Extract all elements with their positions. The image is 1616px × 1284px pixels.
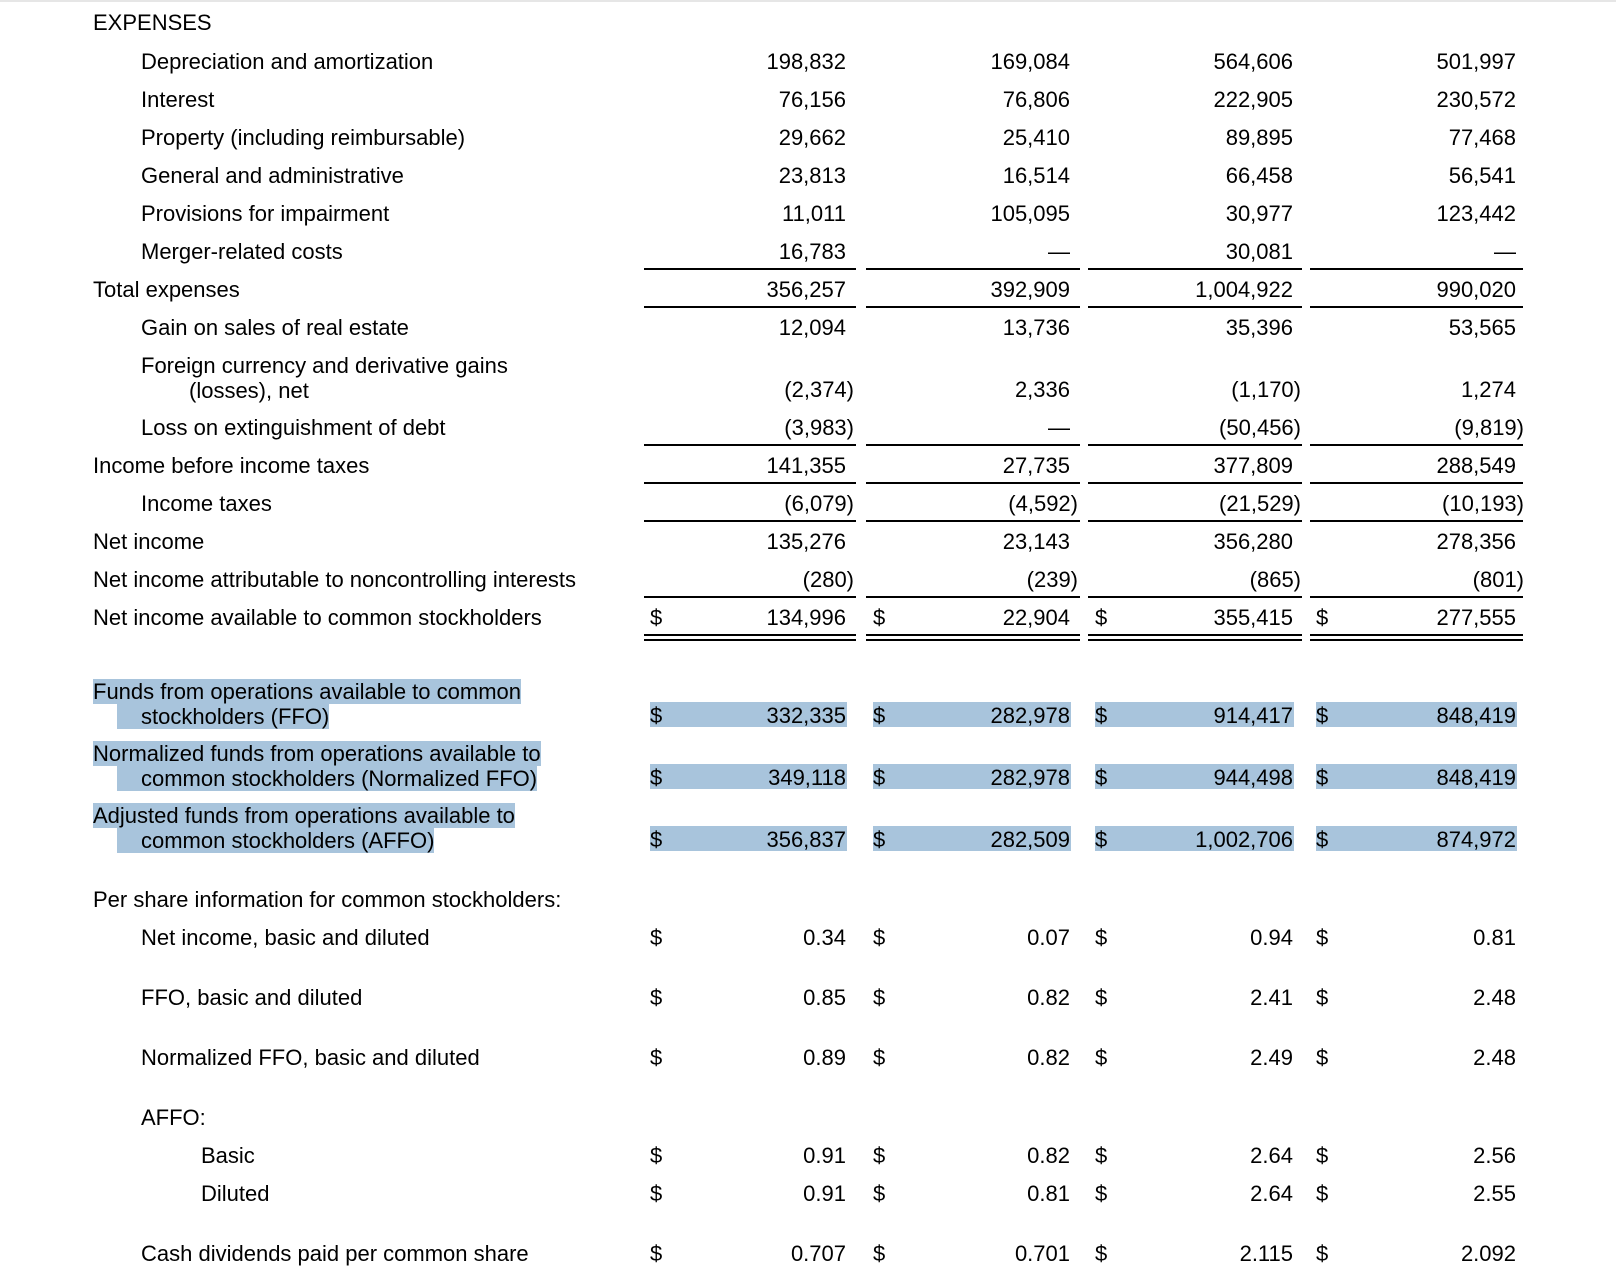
normalized-ffo-value: 349,118 — [768, 765, 846, 790]
currency-symbol: $ — [1316, 985, 1329, 1010]
total-expenses-label: Total expenses — [93, 277, 240, 302]
ps-ffo-value: 2.41 — [1250, 985, 1293, 1010]
loss-extinguishment-label: Loss on extinguishment of debt — [141, 415, 446, 440]
dividends-value: 2.115 — [1239, 1241, 1293, 1266]
ps-affo-basic-value: 0.82 — [1027, 1143, 1070, 1168]
ffo-label-line1: Funds from operations available to common — [93, 679, 521, 704]
ps-ffo-value: 0.82 — [1027, 985, 1070, 1010]
currency-symbol: $ — [1316, 827, 1329, 852]
ps-normalized-ffo-value: 2.49 — [1250, 1045, 1293, 1070]
currency-symbol: $ — [1095, 925, 1108, 950]
expense-row-value: 169,084 — [990, 49, 1070, 74]
ps-normalized-ffo-value: 2.48 — [1473, 1045, 1516, 1070]
ps-ffo-value: 2.48 — [1473, 985, 1516, 1010]
ps-normalized-ffo-value: 0.89 — [803, 1045, 846, 1070]
subtotal-rule — [1088, 444, 1302, 446]
income-before-taxes-value: 141,355 — [766, 453, 846, 478]
expense-row-value: 501,997 — [1436, 49, 1516, 74]
currency-symbol: $ — [873, 1045, 886, 1070]
subtotal-rule — [1088, 520, 1302, 522]
nci-label: Net income attributable to noncontrolling interests — [93, 567, 577, 592]
ps-net-income-label: Net income, basic and diluted — [141, 925, 430, 950]
currency-symbol: $ — [873, 1181, 886, 1206]
currency-symbol: $ — [1316, 1045, 1329, 1070]
currency-symbol: $ — [1095, 1045, 1108, 1070]
ffo-value: 332,335 — [766, 703, 846, 728]
ps-affo-basic-label: Basic — [201, 1143, 255, 1168]
expense-row-value: 30,081 — [1225, 239, 1293, 264]
ps-affo-basic-value: 2.56 — [1473, 1143, 1516, 1168]
subtotal-rule — [1310, 444, 1523, 446]
subtotal-rule — [866, 268, 1080, 270]
income-taxes-value: (4,592) — [1008, 491, 1078, 516]
ps-affo-header: AFFO: — [141, 1105, 206, 1130]
currency-symbol: $ — [650, 1241, 663, 1266]
net-income-common-value: 22,904 — [1002, 605, 1070, 630]
normalized-ffo-value: 282,978 — [990, 765, 1070, 790]
currency-symbol: $ — [1316, 925, 1329, 950]
expense-row-value: 11,011 — [781, 201, 846, 226]
expense-row-value: 105,095 — [990, 201, 1070, 226]
affo-value: 874,972 — [1436, 827, 1516, 852]
loss-extinguishment-value: — — [1048, 415, 1070, 440]
gain-on-sales-value: 53,565 — [1448, 315, 1516, 340]
net-income-label: Net income — [93, 529, 205, 554]
fx-gains-value: (2,374) — [784, 377, 854, 402]
expense-row-label: Provisions for impairment — [141, 201, 390, 226]
expense-row-label: Merger-related costs — [141, 239, 343, 264]
expense-row-value: 77,468 — [1448, 125, 1516, 150]
net-income-common-label: Net income available to common stockholders — [93, 605, 542, 630]
ps-affo-basic-value: 2.64 — [1250, 1143, 1293, 1168]
currency-symbol: $ — [650, 765, 663, 790]
currency-symbol: $ — [1316, 1143, 1329, 1168]
subtotal-rule — [1310, 482, 1523, 484]
expense-row-value: 198,832 — [766, 49, 846, 74]
ps-normalized-ffo-label: Normalized FFO, basic and diluted — [141, 1045, 480, 1070]
subtotal-rule — [644, 306, 856, 308]
subtotal-rule — [1088, 482, 1302, 484]
normalized-ffo-value: 944,498 — [1213, 765, 1293, 790]
currency-symbol: $ — [873, 827, 886, 852]
expense-row-value: 230,572 — [1436, 87, 1516, 112]
loss-extinguishment-value: (9,819) — [1454, 415, 1524, 440]
ps-net-income-value: 0.07 — [1027, 925, 1070, 950]
income-taxes-label: Income taxes — [141, 491, 272, 516]
total-expenses-value: 990,020 — [1436, 277, 1516, 302]
loss-extinguishment-value: (50,456) — [1219, 415, 1301, 440]
expense-row-value: 76,806 — [1002, 87, 1070, 112]
currency-symbol: $ — [1316, 1241, 1329, 1266]
subtotal-rule — [644, 444, 856, 446]
net-income-value: 356,280 — [1213, 529, 1293, 554]
subtotal-rule — [1310, 520, 1523, 522]
double-rule-bottom — [1088, 639, 1302, 641]
subtotal-rule — [1310, 306, 1523, 308]
nci-value: (865) — [1249, 567, 1301, 592]
currency-symbol: $ — [1095, 765, 1108, 790]
currency-symbol: $ — [1095, 605, 1108, 630]
currency-symbol: $ — [650, 925, 663, 950]
currency-symbol: $ — [873, 925, 886, 950]
currency-symbol: $ — [1316, 765, 1329, 790]
subtotal-rule — [644, 596, 856, 598]
currency-symbol: $ — [873, 1143, 886, 1168]
gain-on-sales-value: 12,094 — [778, 315, 846, 340]
subtotal-rule — [866, 482, 1080, 484]
expense-row-label: Depreciation and amortization — [141, 49, 434, 74]
subtotal-rule — [644, 268, 856, 270]
expense-row-value: 89,895 — [1225, 125, 1293, 150]
ps-net-income-value: 0.34 — [803, 925, 846, 950]
income-before-taxes-value: 288,549 — [1436, 453, 1516, 478]
expense-row-value: 16,514 — [1002, 163, 1070, 188]
expense-row-value: 564,606 — [1213, 49, 1293, 74]
loss-extinguishment-value: (3,983) — [784, 415, 854, 440]
currency-symbol: $ — [873, 605, 886, 630]
currency-symbol: $ — [650, 1181, 663, 1206]
nci-value: (239) — [1026, 567, 1078, 592]
gain-on-sales-value: 35,396 — [1225, 315, 1293, 340]
subtotal-rule — [866, 520, 1080, 522]
currency-symbol: $ — [1095, 1241, 1108, 1266]
subtotal-rule — [1310, 596, 1523, 598]
ffo-value: 914,417 — [1213, 703, 1293, 728]
currency-symbol: $ — [650, 1045, 663, 1070]
per-share-header: Per share information for common stockholders: — [93, 887, 562, 912]
currency-symbol: $ — [1316, 605, 1329, 630]
expense-row-value: 222,905 — [1213, 87, 1293, 112]
double-rule-bottom — [866, 639, 1080, 641]
ps-affo-diluted-value: 0.91 — [803, 1181, 846, 1206]
currency-symbol: $ — [650, 1143, 663, 1168]
currency-symbol: $ — [873, 985, 886, 1010]
double-rule-top — [866, 634, 1080, 636]
currency-symbol: $ — [1095, 703, 1108, 728]
subtotal-rule — [644, 520, 856, 522]
expense-row-value: 25,410 — [1002, 125, 1070, 150]
dividends-value: 0.701 — [1014, 1241, 1070, 1266]
nci-value: (280) — [802, 567, 854, 592]
normalized-ffo-label-line1: Normalized funds from operations available to — [93, 741, 541, 766]
fx-gains-label-line1: Foreign currency and derivative gains — [141, 353, 508, 378]
income-taxes-value: (6,079) — [784, 491, 854, 516]
expense-row-value: — — [1494, 239, 1516, 264]
ps-affo-diluted-value: 0.81 — [1027, 1181, 1070, 1206]
currency-symbol: $ — [873, 1241, 886, 1266]
affo-value: 282,509 — [990, 827, 1070, 852]
expense-row-value: 66,458 — [1225, 163, 1293, 188]
expense-row-value: 29,662 — [778, 125, 846, 150]
subtotal-rule — [1088, 306, 1302, 308]
ps-ffo-label: FFO, basic and diluted — [141, 985, 363, 1010]
income-before-taxes-label: Income before income taxes — [93, 453, 370, 478]
double-rule-top — [1088, 634, 1302, 636]
income-taxes-value: (10,193) — [1442, 491, 1524, 516]
affo-label-line1: Adjusted funds from operations available to — [93, 803, 515, 828]
currency-symbol: $ — [650, 703, 663, 728]
normalized-ffo-label-line2: common stockholders (Normalized FFO) — [117, 766, 537, 791]
affo-value: 1,002,706 — [1195, 827, 1293, 852]
ffo-label-line2: stockholders (FFO) — [117, 704, 329, 729]
ps-normalized-ffo-value: 0.82 — [1027, 1045, 1070, 1070]
net-income-common-value: 277,555 — [1436, 605, 1516, 630]
ps-affo-diluted-value: 2.55 — [1473, 1181, 1516, 1206]
expense-row-label: General and administrative — [141, 163, 404, 188]
subtotal-rule — [1088, 268, 1302, 270]
gain-on-sales-label: Gain on sales of real estate — [141, 315, 409, 340]
normalized-ffo-value: 848,419 — [1436, 765, 1516, 790]
fx-gains-label — [141, 353, 508, 403]
ffo-label — [93, 679, 521, 729]
net-income-common-value: 134,996 — [766, 605, 846, 630]
dividends-label: Cash dividends paid per common share — [141, 1241, 529, 1266]
dividends-value: 0.707 — [790, 1241, 846, 1266]
section-header-expenses: EXPENSES — [93, 10, 212, 35]
net-income-value: 278,356 — [1436, 529, 1516, 554]
ps-affo-diluted-label: Diluted — [201, 1181, 270, 1206]
currency-symbol: $ — [650, 985, 663, 1010]
income-before-taxes-value: 27,735 — [1002, 453, 1070, 478]
ps-net-income-value: 0.94 — [1250, 925, 1293, 950]
expense-row-value: 76,156 — [778, 87, 846, 112]
currency-symbol: $ — [1316, 703, 1329, 728]
subtotal-rule — [866, 444, 1080, 446]
nci-value: (801) — [1472, 567, 1524, 592]
income-taxes-value: (21,529) — [1219, 491, 1301, 516]
affo-label-line2: common stockholders (AFFO) — [117, 828, 434, 853]
income-before-taxes-value: 377,809 — [1213, 453, 1293, 478]
currency-symbol: $ — [873, 703, 886, 728]
expense-row-value: 16,783 — [778, 239, 846, 264]
ps-net-income-value: 0.81 — [1473, 925, 1516, 950]
subtotal-rule — [866, 306, 1080, 308]
affo-label — [93, 803, 515, 853]
double-rule-bottom — [644, 639, 856, 641]
double-rule-top — [1310, 634, 1523, 636]
ps-ffo-value: 0.85 — [803, 985, 846, 1010]
double-rule-bottom — [1310, 639, 1523, 641]
subtotal-rule — [644, 482, 856, 484]
currency-symbol: $ — [1095, 1143, 1108, 1168]
fx-gains-value: 2,336 — [1014, 377, 1070, 402]
currency-symbol: $ — [650, 605, 663, 630]
total-expenses-value: 392,909 — [990, 277, 1070, 302]
expense-row-label: Property (including reimbursable) — [141, 125, 466, 150]
expense-row-value: — — [1048, 239, 1070, 264]
expense-row-value: 56,541 — [1448, 163, 1516, 188]
expense-row-value: 23,813 — [778, 163, 846, 188]
currency-symbol: $ — [1095, 1181, 1108, 1206]
currency-symbol: $ — [873, 765, 886, 790]
ffo-value: 848,419 — [1436, 703, 1516, 728]
ps-affo-basic-value: 0.91 — [803, 1143, 846, 1168]
gain-on-sales-value: 13,736 — [1002, 315, 1070, 340]
subtotal-rule — [1088, 596, 1302, 598]
dividends-value: 2.092 — [1460, 1241, 1516, 1266]
net-income-common-value: 355,415 — [1213, 605, 1293, 630]
currency-symbol: $ — [1095, 985, 1108, 1010]
subtotal-rule — [866, 596, 1080, 598]
fx-gains-label-line2: (losses), net — [189, 378, 309, 403]
subtotal-rule — [1310, 268, 1523, 270]
double-rule-top — [644, 634, 856, 636]
fx-gains-value: (1,170) — [1231, 377, 1301, 402]
normalized-ffo-label — [93, 741, 541, 791]
fx-gains-value: 1,274 — [1460, 377, 1516, 402]
affo-value: 356,837 — [766, 827, 846, 852]
currency-symbol: $ — [1316, 1181, 1329, 1206]
top-border — [0, 0, 1616, 2]
expense-row-value: 123,442 — [1436, 201, 1516, 226]
net-income-value: 135,276 — [766, 529, 846, 554]
expense-row-label: Interest — [141, 87, 215, 112]
total-expenses-value: 356,257 — [766, 277, 846, 302]
total-expenses-value: 1,004,922 — [1195, 277, 1293, 302]
currency-symbol: $ — [1095, 827, 1108, 852]
expense-row-value: 30,977 — [1225, 201, 1293, 226]
ps-affo-diluted-value: 2.64 — [1250, 1181, 1293, 1206]
net-income-value: 23,143 — [1002, 529, 1070, 554]
ffo-value: 282,978 — [990, 703, 1070, 728]
currency-symbol: $ — [650, 827, 663, 852]
